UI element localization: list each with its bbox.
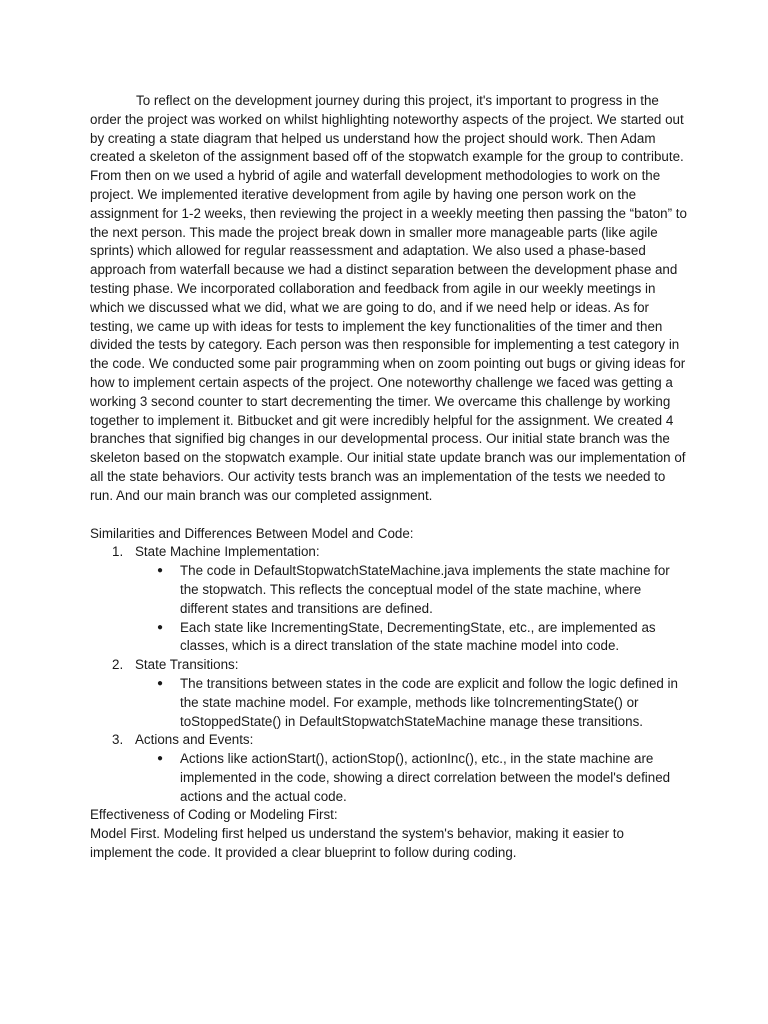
effectiveness-body: Model First. Modeling first helped us understand the system's behavior, making it easier to implement the code. It provided a clear blueprint to follow during coding.: [90, 826, 624, 861]
bullet-item: [135, 562, 688, 618]
list-item-state-transitions: [90, 656, 688, 731]
similarities-list: [90, 543, 688, 806]
list-item-state-machine: [90, 543, 688, 656]
effectiveness-heading: Effectiveness of Coding or Modeling First:: [90, 807, 338, 823]
bullet-item: [135, 750, 688, 806]
list-item-title: State Machine Implementation:: [135, 544, 320, 560]
bullet-list: [135, 562, 688, 656]
bullet-icon: ●: [157, 621, 164, 633]
list-number: 2.: [112, 657, 124, 673]
bullet-item: [135, 675, 688, 731]
bullet-icon: ●: [157, 753, 164, 765]
document-page: [90, 92, 688, 863]
intro-paragraph: To reflect on the development journey during this project, it's important to progress in the order the project was worked on whilst highlighting noteworthy aspects of the project. We started out by creating a state diagram that helped us understand how the project should work. Then Adam created a skeleton of the assignment based off of the stopwatch example for the group to contribute. From then on we used a hybrid of agile and waterfall development methodologies to work on the project. We implemented iterative development from agile by having one person work on the assignment for 1-2 weeks, then reviewing the project in a weekly meeting then passing the “baton” to the next person. This made the project break down in smaller more manageable parts (like agile sprints) which allowed for regular reassessment and adaptation. We also used a phase-based approach from waterfall because we had a distinct separation between the development phase and testing phase. We incorporated collaboration and feedback from agile in our weekly meetings in which we discussed what we did, what we are going to do, and if we need help or ideas. As for testing, we came up with ideas for tests to implement the key functionalities of the timer and then divided the tests by category. Each person was then responsible for implementing a test category in the code. We conducted some pair programming when on zoom pointing out bugs or giving ideas for how to implement certain aspects of the project. One noteworthy challenge we faced was getting a working 3 second counter to start decrementing the timer. We overcame this challenge by working together to implement it. Bitbucket and git were incredibly helpful for the assignment. We created 4 branches that signified big changes in our developmental process. Our initial state branch was the skeleton based on the stopwatch example. Our initial state update branch was our implementation of all the state behaviors. Our activity tests branch was an implementation of the tests we needed to run. And our main branch was our completed assignment.: [90, 93, 687, 503]
bullet-text: Actions like actionStart(), actionStop(), actionInc(), etc., in the state machine are implemented in the code, showing a direct correlation between the model's defined actions and the actual code.: [180, 751, 671, 804]
bullet-list: [135, 750, 688, 806]
list-item-actions-events: [90, 731, 688, 806]
bullet-list: [135, 675, 688, 731]
bullet-text: The transitions between states in the code are explicit and follow the logic defined in the state machine model. For example, methods like toIncrementingState() or toStoppedState() in DefaultStopwatchStateMachine manage these transitions.: [180, 675, 678, 729]
bullet-item: [135, 619, 688, 657]
similarities-heading: Similarities and Differences Between Model and Code:: [90, 525, 414, 541]
bullet-icon: ●: [157, 565, 164, 577]
list-item-title: Actions and Events:: [135, 732, 254, 748]
list-number: 1.: [112, 544, 124, 560]
list-item-title: State Transitions:: [135, 657, 239, 673]
bullet-text: The code in DefaultStopwatchStateMachine.java implements the state machine for the stopwatch. This reflects the conceptual model of the state machine, where different states and transitions are defined.: [180, 563, 670, 616]
list-number: 3.: [112, 732, 124, 748]
paragraph-spacer: [90, 506, 688, 525]
bullet-text: Each state like IncrementingState, DecrementingState, etc., are implemented as classes, which is a direct translation of the state machine model into code.: [180, 619, 656, 654]
bullet-icon: ●: [157, 677, 164, 689]
